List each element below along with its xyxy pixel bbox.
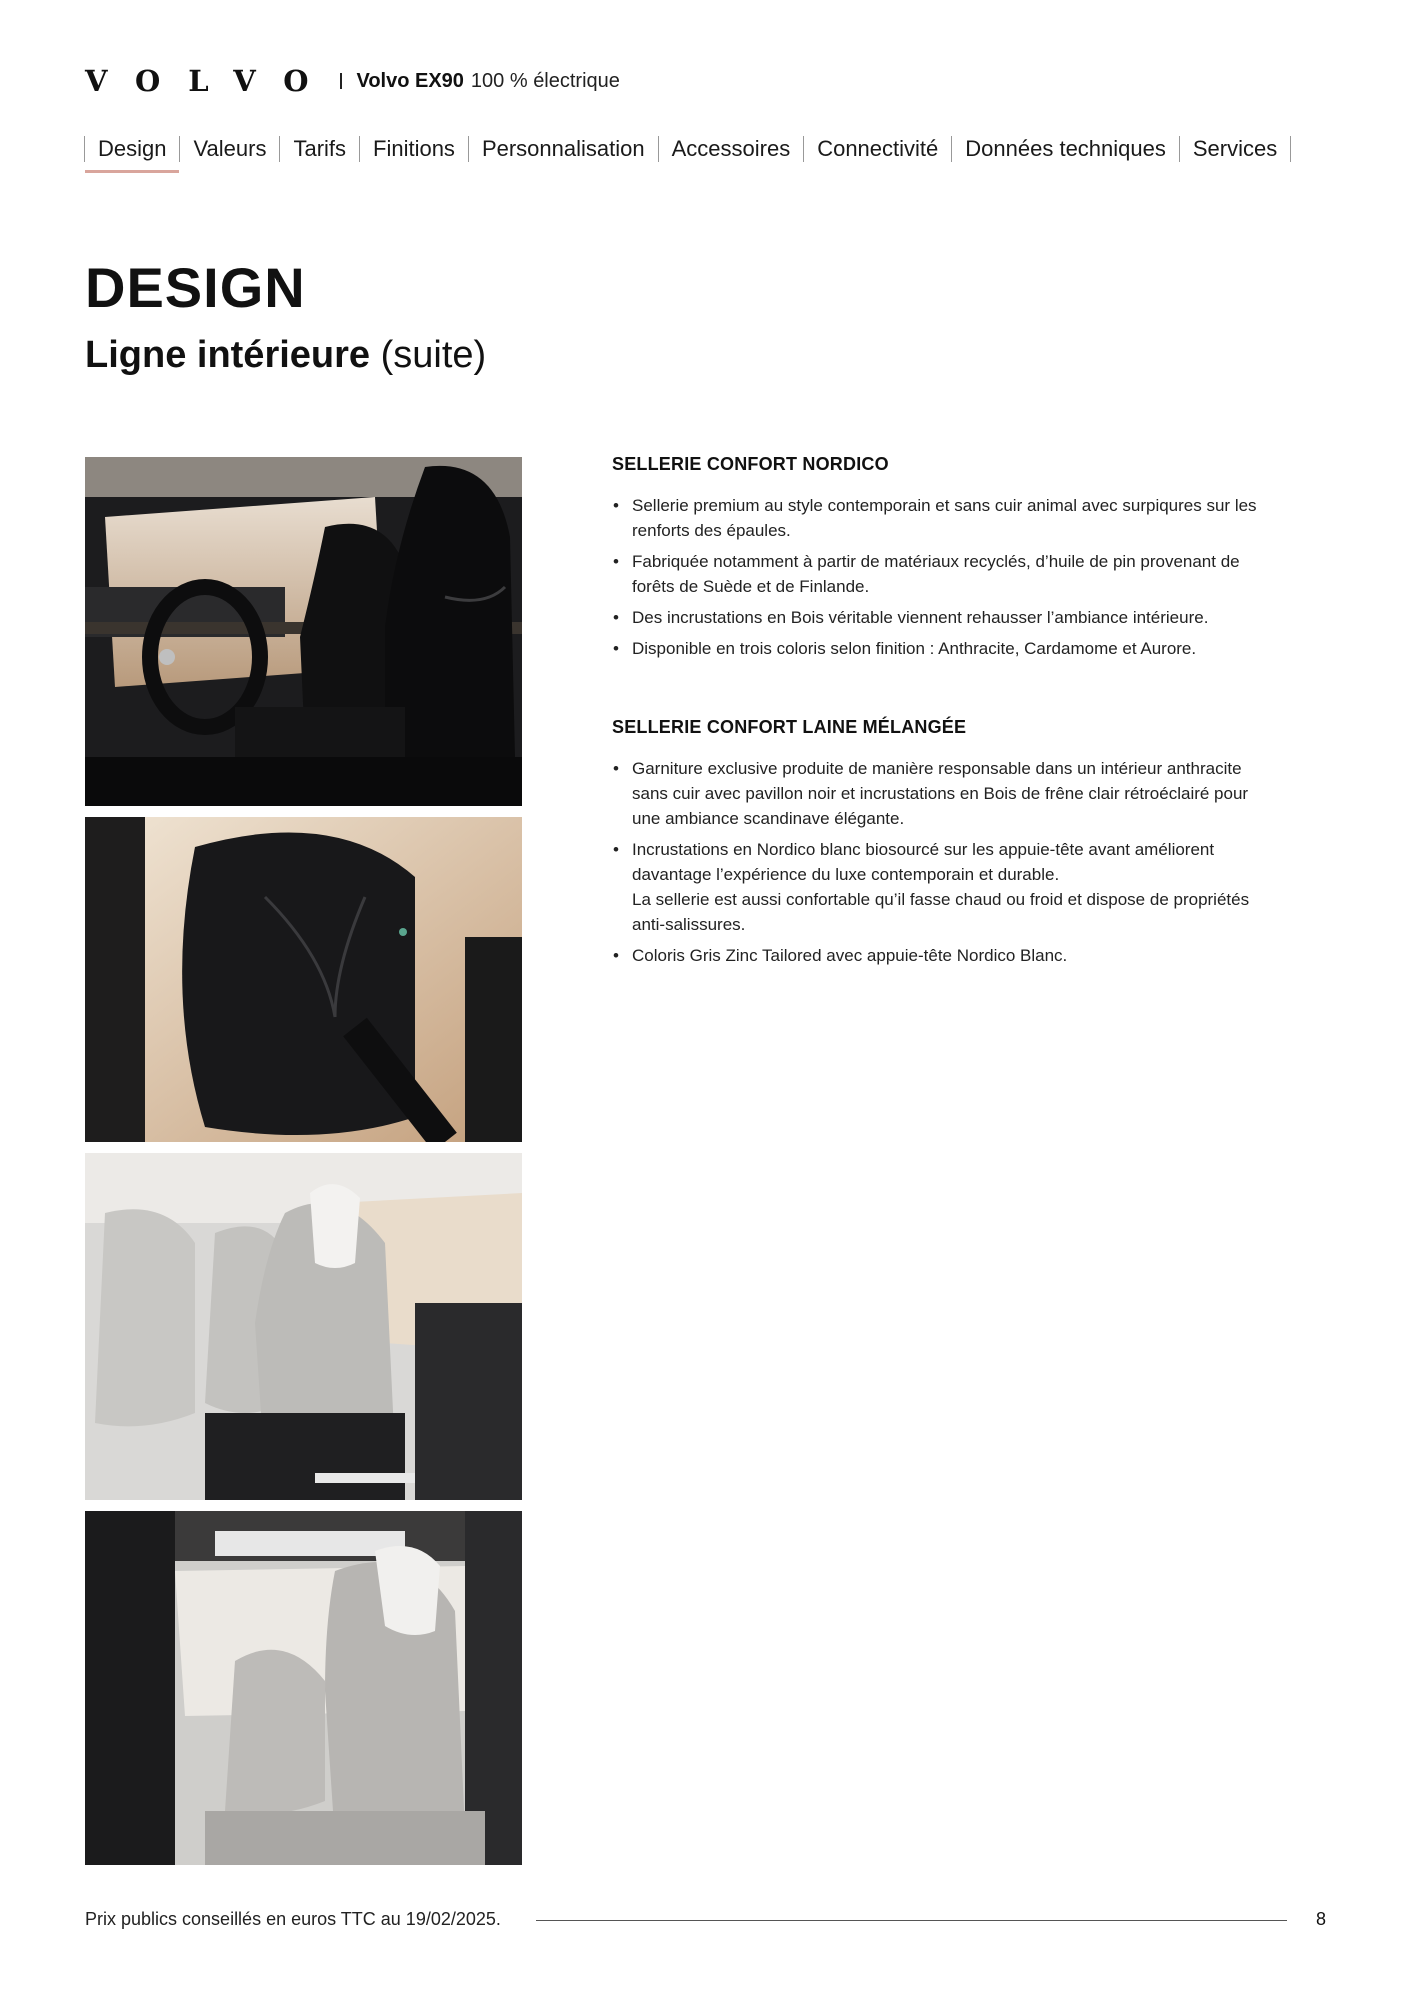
nav-item-connectivite[interactable]: Connectivité: [817, 136, 939, 161]
volvo-logo[interactable]: VOLVO: [85, 63, 337, 98]
bullet-line: • Coloris Gris Zinc Tailored avec appuie-tête Nordico Blanc.: [632, 946, 1068, 965]
bullet-line: sans cuir avec pavillon noir et incrustations en Bois de frêne clair rétroéclairé pour: [632, 784, 1249, 803]
photo-wool-front-seats: [85, 1153, 522, 1500]
bullet-line: renforts des épaules.: [632, 521, 791, 540]
bullet-item: [612, 837, 1312, 937]
nav-item-accessoires[interactable]: Accessoires: [671, 136, 791, 161]
subtitle-suffix: (suite): [380, 334, 487, 376]
bullet-item: [612, 549, 1312, 599]
subtitle-main: Ligne intérieure: [85, 334, 371, 376]
bullet-item: [612, 756, 1312, 831]
bullet-line: • Garniture exclusive produite de manière responsable dans un intérieur anthracite: [632, 759, 1242, 778]
nav-divider: [1290, 136, 1291, 162]
nav-item-finitions[interactable]: Finitions: [373, 136, 455, 161]
section-heading: SELLERIE CONFORT NORDICO: [612, 454, 889, 474]
page-subtitle: [85, 335, 486, 377]
nav-item-valeurs[interactable]: Valeurs: [193, 136, 267, 161]
interior-photo-illustration: [85, 1511, 522, 1865]
photo-nordico-front-seats: [85, 457, 522, 806]
bullet-line: une ambiance scandinave élégante.: [632, 809, 905, 828]
photo-wool-rear-seats: [85, 1511, 522, 1865]
footer-divider: [536, 1920, 1287, 1921]
page-header: [85, 63, 620, 98]
section-laine-melangee: [612, 717, 1312, 974]
bullet-line: • Des incrustations en Bois véritable viennent rehausser l’ambiance intérieure.: [632, 608, 1209, 627]
interior-photo-illustration: [85, 817, 522, 1142]
nav-item-design[interactable]: Design: [85, 132, 179, 166]
model-name: Volvo EX90: [356, 69, 464, 92]
bullet-item: [612, 605, 1312, 630]
nav-item-personnalisation[interactable]: Personnalisation: [481, 136, 645, 161]
bullet-line: anti-salissures.: [632, 915, 746, 934]
bullet-line: • Disponible en trois coloris selon finition : Anthracite, Cardamome et Aurore.: [632, 639, 1197, 658]
section-nordico: [612, 454, 1312, 667]
section-heading: SELLERIE CONFORT LAINE MÉLANGÉE: [612, 717, 967, 737]
bullet-line: • Sellerie premium au style contemporain et sans cuir animal avec surpiqures sur les: [632, 496, 1257, 515]
header-divider: [340, 73, 342, 89]
bullet-line: davantage l’expérience du luxe contemporain et durable.: [632, 865, 1060, 884]
bullet-item: [612, 943, 1312, 968]
nav-item-services[interactable]: Services: [1192, 136, 1278, 161]
footer-price-note: Prix publics conseillés en euros TTC au 19/02/2025.: [85, 1909, 501, 1929]
bullet-line: La sellerie est aussi confortable qu’il fasse chaud ou froid et dispose de propriétés: [632, 890, 1250, 909]
nav-item-tarifs[interactable]: Tarifs: [293, 136, 347, 161]
bullet-list: [612, 756, 1312, 968]
photo-nordico-seat-closeup: [85, 817, 522, 1142]
bullet-line: • Fabriquée notamment à partir de matériaux recyclés, d’huile de pin provenant de: [632, 552, 1240, 571]
nav-item-donnees-techniques[interactable]: Données techniques: [965, 136, 1166, 161]
interior-photo-illustration: [85, 457, 522, 806]
interior-photo-illustration: [85, 1153, 522, 1500]
page-title: DESIGN: [85, 256, 306, 319]
bullet-item: [612, 493, 1312, 543]
bullet-line: forêts de Suède et de Finlande.: [632, 577, 870, 596]
bullet-line: • Incrustations en Nordico blanc biosourcé sur les appuie-tête avant améliorent: [632, 840, 1215, 859]
model-tagline: 100 % électrique: [470, 69, 620, 92]
page-number: 8: [1315, 1909, 1326, 1929]
section-nav: [84, 132, 1291, 166]
bullet-item: [612, 636, 1312, 661]
bullet-list: [612, 493, 1312, 661]
